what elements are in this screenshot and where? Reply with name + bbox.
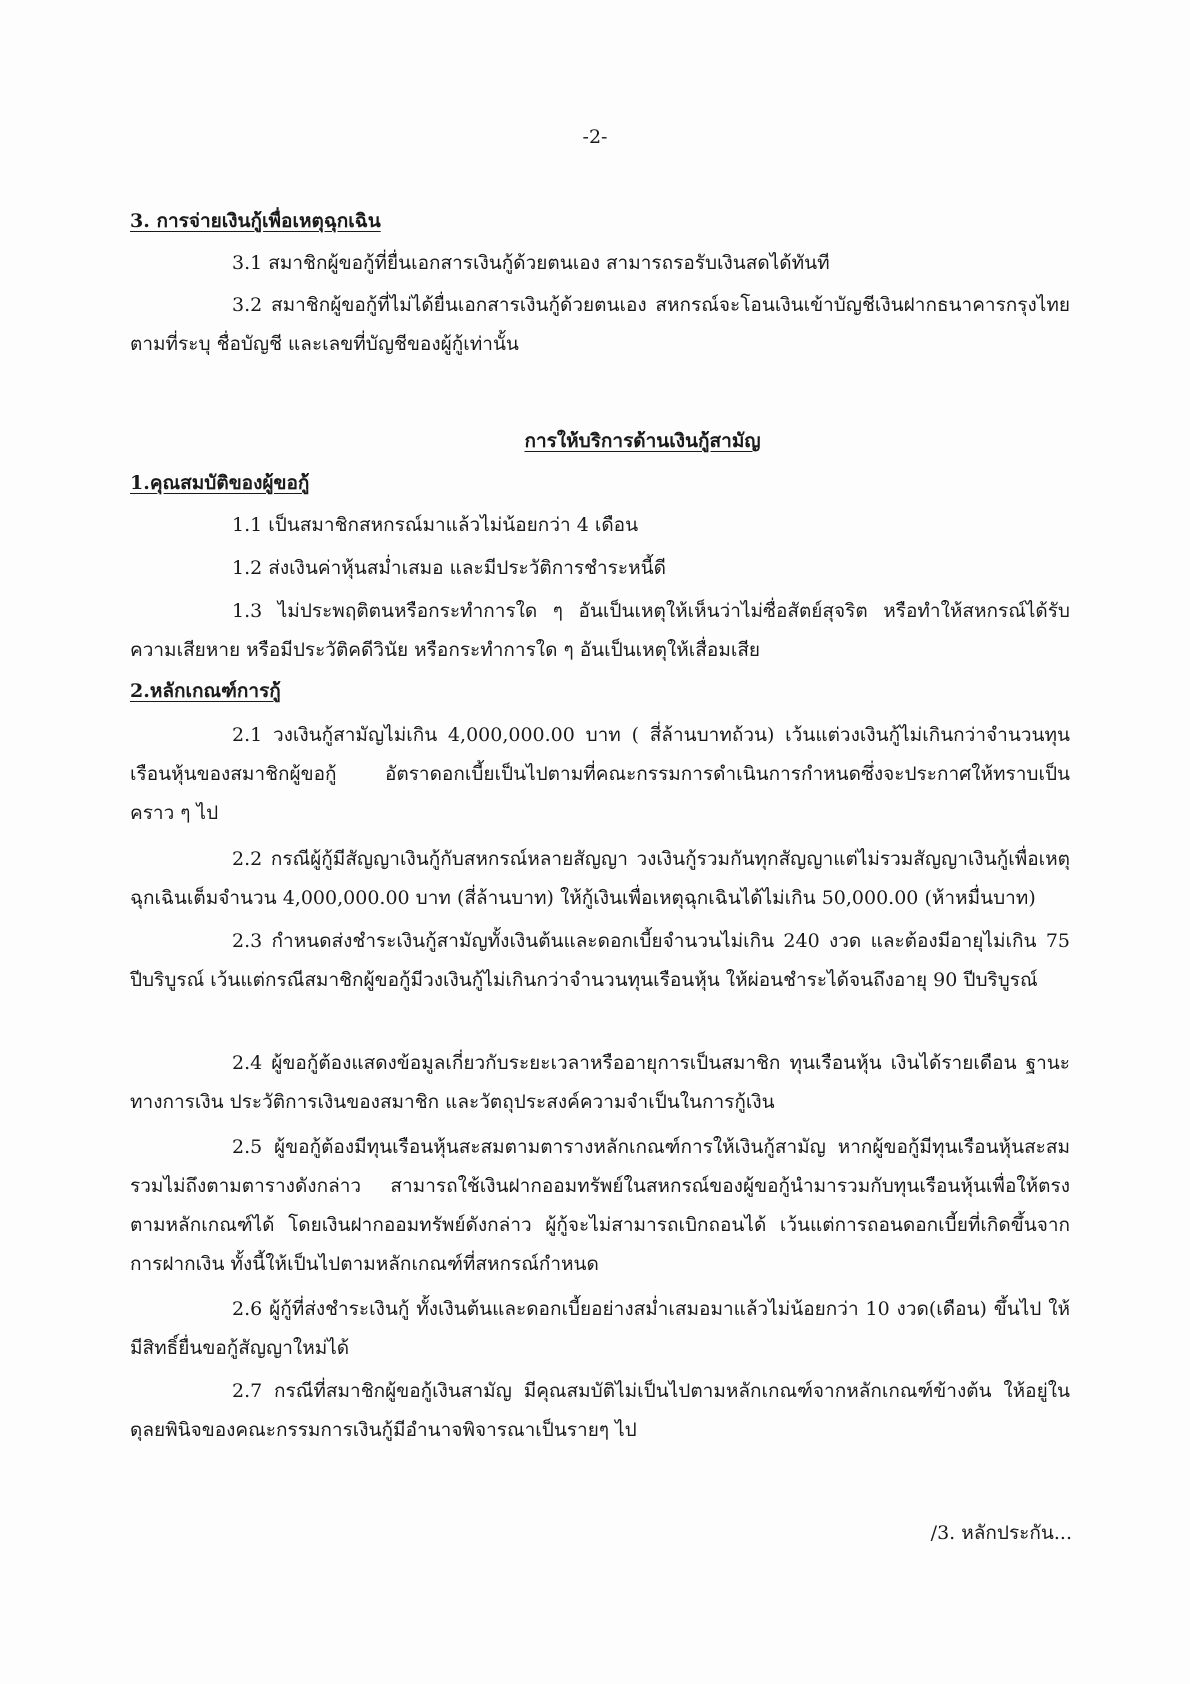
item-1-2: 1.2 ส่งเงินค่าหุ้นสม่ำเสมอ และมีประวัติการชำระหนี้ดี [232, 557, 666, 579]
item-2-6: 2.6 ผู้กู้ที่ส่งชำระเงินกู้ ทั้งเงินต้นและดอกเบี้ยอย่างสม่ำเสมอมาแล้วไม่น้อยกว่า 10 งวด(เดือน) ขึ้นไป ให้มีสิทธิ์ยื่นขอกู้สัญญาใหม่ได้ [130, 1298, 1070, 1359]
item-2-2: 2.2 กรณีผู้กู้มีสัญญาเงินกู้กับสหกรณ์หลายสัญญา วงเงินกู้รวมกันทุกสัญญาแต่ไม่รวมสัญญาเงินกู้เพื่อเหตุฉุกเฉินเต็มจำนวน 4,000,000.00 บาท (สี่ล้านบาท) ให้กู้เงินเพื่อเหตุฉุกเฉินได้ไม่เกิน 50,000.00 (ห้าหมื่นบาท) [130, 848, 1070, 909]
item-2-5: 2.5 ผู้ขอกู้ต้องมีทุนเรือนหุ้นสะสมตามตารางหลักเกณฑ์การให้เงินกู้สามัญ หากผู้ขอกู้มีทุนเรือนหุ้นสะสมรวมไม่ถึงตามตารางดังกล่าว สามารถใช้เงินฝากออมทรัพย์ในสหกรณ์ของผู้ขอกู้นำมารวมกับทุนเรือนหุ้นเพื่อให้ตรงตามหลักเกณฑ์ได้ โดยเงินฝากออมทรัพย์ดังกล่าว ผู้กู้จะไม่สามารถเบิกถอนได้ เว้นแต่การถอนดอกเบี้ยที่เกิดขึ้นจากการฝากเงิน ทั้งนี้ให้เป็นไปตามหลักเกณฑ์ที่สหกรณ์กำหนด [130, 1136, 1070, 1275]
item-2-3: 2.3 กำหนดส่งชำระเงินกู้สามัญทั้งเงินต้นและดอกเบี้ยจำนวนไม่เกิน 240 งวด และต้องมีอายุไม่เกิน 75 ปีบริบูรณ์ เว้นแต่กรณีสมาชิกผู้ขอกู้มีวงเงินกู้ไม่เกินกว่าจำนวนทุนเรือนหุ้น ให้ผ่อนชำระได้จนถึงอายุ 90 ปีบริบูรณ์ [130, 930, 1070, 991]
qualifications-heading: 1.คุณสมบัติของผู้ขอกู้ [130, 472, 310, 494]
item-2-1: 2.1 วงเงินกู้สามัญไม่เกิน 4,000,000.00 บาท ( สี่ล้านบาทถ้วน) เว้นแต่วงเงินกู้ไม่เกินกว่าจำนวนทุนเรือนหุ้นของสมาชิกผู้ขอกู้ อัตราดอกเบี้ยเป็นไปตามที่คณะกรรมการดำเนินการกำหนดซึ่งจะประกาศให้ทราบเป็นคราว ๆ ไป [130, 724, 1070, 824]
section-3-heading: 3. การจ่ายเงินกู้เพื่อเหตุฉุกเฉิน [130, 210, 381, 232]
item-2-7: 2.7 กรณีที่สมาชิกผู้ขอกู้เงินสามัญ มีคุณสมบัติไม่เป็นไปตามหลักเกณฑ์จากหลักเกณฑ์ข้างต้น ให้อยู่ในดุลยพินิจของคณะกรรมการเงินกู้มีอำนาจพิจารณาเป็นรายๆ ไป [130, 1380, 1070, 1441]
item-1-1: 1.1 เป็นสมาชิกสหกรณ์มาแล้วไม่น้อยกว่า 4 เดือน [232, 514, 639, 536]
next-page-reference: /3. หลักประกัน... [930, 1522, 1072, 1544]
item-1-3: 1.3 ไม่ประพฤติตนหรือกระทำการใด ๆ อันเป็นเหตุให้เห็นว่าไม่ซื่อสัตย์สุจริต หรือทำให้สหกรณ์ได้รับความเสียหาย หรือมีประวัติคดีวินัย หรือกระทำการใด ๆ อันเป็นเหตุให้เสื่อมเสีย [130, 600, 1070, 661]
criteria-heading: 2.หลักเกณฑ์การกู้ [130, 680, 281, 702]
item-2-4: 2.4 ผู้ขอกู้ต้องแสดงข้อมูลเกี่ยวกับระยะเวลาหรืออายุการเป็นสมาชิก ทุนเรือนหุ้น เงินได้รายเดือน ฐานะทางการเงิน ประวัติการเงินของสมาชิก และวัตถุประสงค์ความจำเป็นในการกู้เงิน [130, 1052, 1070, 1113]
item-3-1: 3.1 สมาชิกผู้ขอกู้ที่ยื่นเอกสารเงินกู้ด้วยตนเอง สามารถรอรับเงินสดได้ทันที [232, 252, 830, 274]
document-title: การให้บริการด้านเงินกู้สามัญ [524, 430, 761, 452]
item-3-2: 3.2 สมาชิกผู้ขอกู้ที่ไม่ได้ยื่นเอกสารเงินกู้ด้วยตนเอง สหกรณ์จะโอนเงินเข้าบัญชีเงินฝากธนาคารกรุงไทย ตามที่ระบุ ชื่อบัญชี และเลขที่บัญชีของผู้กู้เท่านั้น [130, 294, 1070, 355]
page-number: -2- [582, 126, 608, 148]
